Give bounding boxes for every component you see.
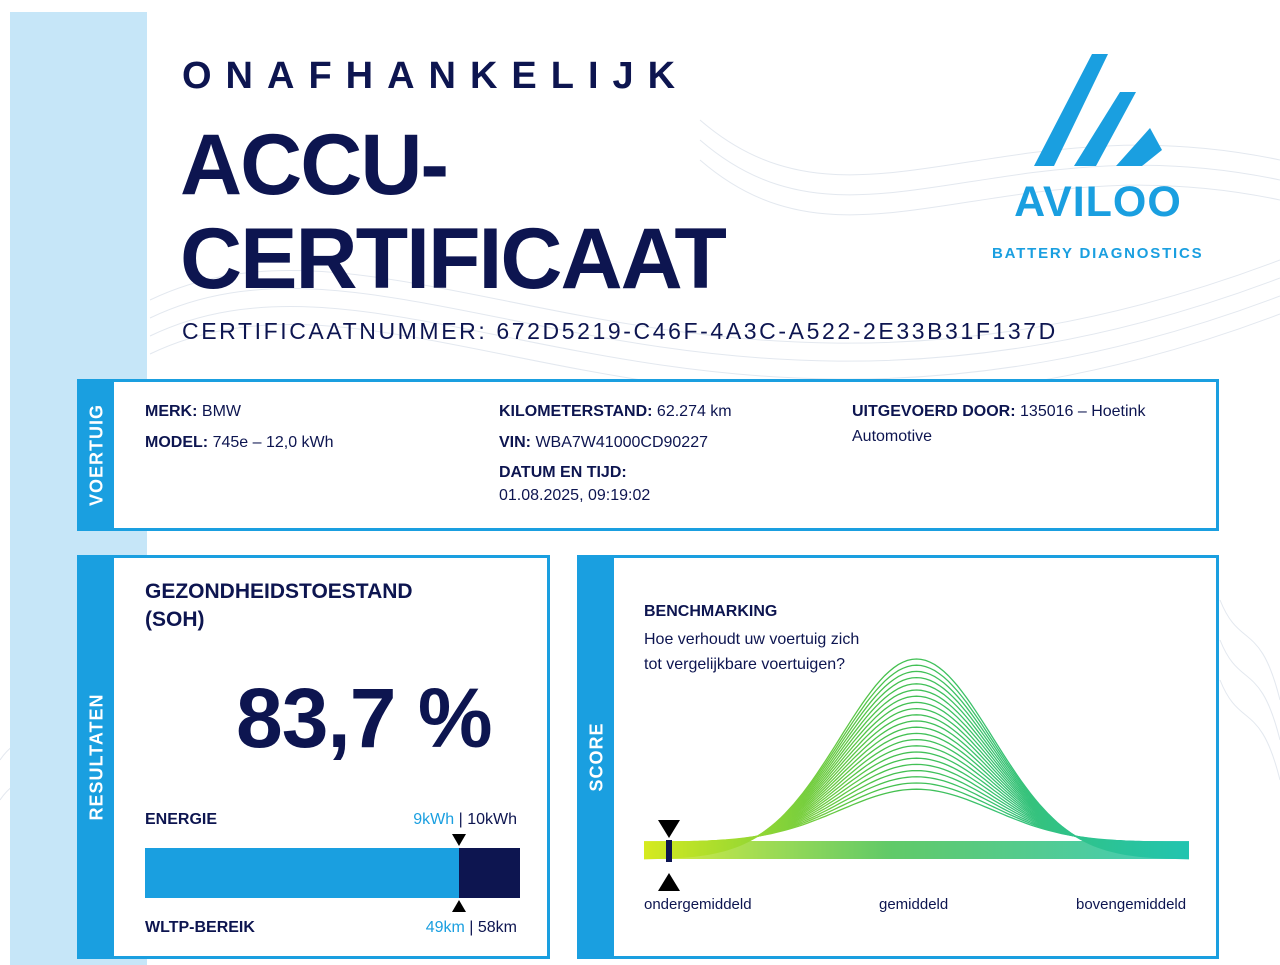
performed-value-line-1: 135016 – Hoetink (1020, 403, 1146, 420)
benchmark-description: Hoe verhoudt uw voertuig zich tot vergelijkbare voertuigen? (644, 631, 860, 673)
soh-title (145, 578, 413, 634)
energy-total: 10kWh (467, 811, 517, 828)
results-tab (80, 558, 114, 956)
vehicle-tab (80, 382, 114, 528)
score-marker-bottom-arrow (658, 873, 680, 891)
score-tab (580, 558, 614, 956)
curve-line (644, 752, 1189, 847)
score-tab-label: SCORE (586, 722, 607, 792)
page-title (180, 118, 725, 306)
vin-value: WBA7W41000CD90227 (535, 434, 708, 451)
curve-line (644, 684, 1189, 856)
score-marker (666, 840, 672, 862)
score-panel (577, 555, 1219, 959)
curve-line (644, 702, 1189, 853)
field-model (145, 434, 334, 452)
results-panel (77, 555, 550, 959)
field-performed-by (852, 403, 1145, 421)
merk-value: BMW (201, 403, 241, 420)
vin-label: VIN: (499, 434, 531, 451)
aviloo-mountain-icon (1034, 50, 1164, 168)
datetime-label-text: DATUM EN TIJD: (499, 464, 627, 481)
results-tab-label: RESULTATEN (86, 693, 107, 821)
logo-wordmark: AVILOO (1014, 178, 1182, 226)
range-total: 58km (477, 919, 517, 936)
curve-line (644, 678, 1189, 857)
page-title-line-2: CERTIFICAAT (180, 211, 725, 307)
soh-bar-fill (145, 848, 459, 898)
soh-marker-top-arrow (452, 834, 466, 846)
datetime-value: 01.08.2025, 09:19:02 (499, 487, 651, 504)
axis-label-average: gemiddeld (879, 896, 949, 913)
aviloo-logo (992, 50, 1208, 270)
range-values (426, 919, 517, 937)
energy-current: 9kWh (413, 811, 455, 828)
performed-value-line-2: Automotive (852, 428, 933, 445)
score-marker-top-arrow (658, 820, 680, 838)
vehicle-tab-label: VOERTUIG (86, 403, 107, 507)
curve-line (644, 721, 1189, 851)
merk-label: MERK: (145, 403, 198, 420)
model-value: 745e – 12,0 kWh (212, 434, 334, 451)
km-label: KILOMETERSTAND: (499, 403, 653, 420)
logo-tagline: BATTERY DIAGNOSTICS (992, 245, 1204, 262)
benchmark-title: BENCHMARKING (644, 603, 778, 620)
performed-label: UITGEVOERD DOOR: (852, 403, 1016, 420)
title-kicker: ONAFHANKELIJK (182, 55, 690, 97)
curve-line (644, 758, 1189, 846)
curve-line (644, 777, 1189, 844)
curve-line (644, 783, 1189, 843)
field-merk (145, 403, 241, 421)
range-separator: | (464, 919, 478, 936)
soh-value: 83,7 % (236, 671, 492, 765)
field-vin (499, 434, 708, 452)
energy-label: ENERGIE (145, 811, 218, 828)
axis-label-below-average: ondergemiddeld (644, 896, 752, 913)
soh-marker-bottom-arrow (452, 900, 466, 912)
field-kilometerstand (499, 403, 732, 421)
axis-label-above-average: bovengemiddeld (1076, 896, 1187, 913)
soh-title-line-1: GEZONDHEIDSTOESTAND (145, 580, 413, 603)
benchmark-curve (644, 646, 1189, 886)
curve-line (644, 696, 1189, 854)
model-label: MODEL: (145, 434, 209, 451)
curve-line (644, 665, 1189, 858)
curve-line (644, 709, 1189, 853)
page-title-line-1: ACCU- (180, 117, 448, 213)
km-value: 62.274 km (656, 403, 732, 420)
curve-line (644, 740, 1189, 849)
curve-baseline-band (644, 841, 1189, 859)
curve-line (644, 789, 1189, 842)
energy-separator: | (454, 811, 468, 828)
range-current: 49km (425, 919, 465, 936)
datetime-label (499, 464, 627, 482)
soh-bar (145, 848, 520, 898)
curve-line (644, 733, 1189, 849)
curve-line (644, 771, 1189, 845)
vehicle-panel (77, 379, 1219, 531)
certificate-number: CERTIFICAATNUMMER: 672D5219-C46F-4A3C-A522-2E33B31F137D (182, 318, 1058, 344)
range-label: WLTP-BEREIK (145, 919, 255, 936)
soh-title-line-2: (SOH) (145, 608, 205, 631)
energy-values (413, 811, 517, 829)
curve-line (644, 746, 1189, 848)
